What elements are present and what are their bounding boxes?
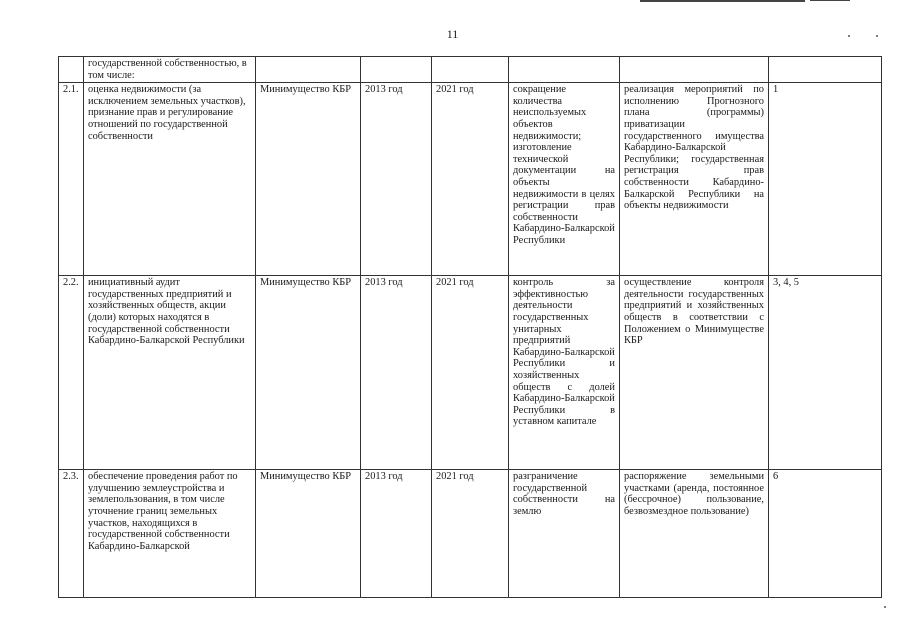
result-cell [509,57,620,83]
start-cell: 2013 год [361,83,432,276]
indicators-cell: 6 [769,470,882,598]
name-cell: обеспечение проведения работ по улучшению землеустройства и землепользования, в том числе уточнение границ земельных участков, находящихся в государственной собственности Кабардино-Балкарской [84,470,256,598]
indicators-cell: 1 [769,83,882,276]
page-number: 11 [446,27,459,41]
name-cell: инициативный аудит государственных предприятий и хозяйственных обществ, акции (доли) которых находятся в государственной собственности Кабардино-Балкарской Республики [84,276,256,470]
consequence-cell: осуществление контроля деятельности государственных предприятий и хозяйственных обществ в соответствии с Положением о Минимуществе КБР [620,276,769,470]
continuation-row [59,57,882,83]
table-row [59,83,882,276]
name-cell: оценка недвижимости (за исключением земельных участков), признание прав и регулирование отношений по государственной собственности [84,83,256,276]
end-cell: 2021 год [432,83,509,276]
end-cell [432,57,509,83]
indicators-cell [769,57,882,83]
num-cell: 2.2. [59,276,84,470]
start-cell: 2013 год [361,276,432,470]
name-cell: государственной собственностью, в том числе: [84,57,256,83]
result-cell: разграничение государственной собственности на землю [509,470,620,598]
consequence-cell: распоряжение земельными участками (аренда, постоянное (бессрочное) пользование, безвозмездное пользование) [620,470,769,598]
table-row [59,470,882,598]
result-cell: сокращение количества неиспользуемых объектов недвижимости; изготовление технической документации на объекты недвижимости в целях регистрации прав собственности Кабардино-Балкарской Республики [509,83,620,276]
executor-cell: Минимущество КБР [256,276,361,470]
scan-artifact [810,0,850,1]
executor-cell [256,57,361,83]
program-activities-table [58,56,882,598]
executor-cell: Минимущество КБР [256,470,361,598]
end-cell: 2021 год [432,276,509,470]
result-cell: контроль за эффективностью деятельности государственных унитарных предприятий Кабардино-Балкарской Республики и хозяйственных обществ с долей Кабардино-Балкарской Республики в уставном капитале [509,276,620,470]
num-cell: 2.3. [59,470,84,598]
scan-artifact [640,0,805,2]
table-row [59,276,882,470]
executor-cell: Минимущество КБР [256,83,361,276]
indicators-cell: 3, 4, 5 [769,276,882,470]
scan-dot [884,606,886,608]
scan-dot [876,35,878,37]
num-cell [59,57,84,83]
start-cell [361,57,432,83]
consequence-cell [620,57,769,83]
start-cell: 2013 год [361,470,432,598]
scan-dot [848,35,850,37]
consequence-cell: реализация мероприятий по исполнению Прогнозного плана (программы) приватизации государственного имущества Кабардино-Балкарской Республики; государственная регистрация прав собственности Кабардино-Балкарской Республики на объекты недвижимости [620,83,769,276]
num-cell: 2.1. [59,83,84,276]
end-cell: 2021 год [432,470,509,598]
